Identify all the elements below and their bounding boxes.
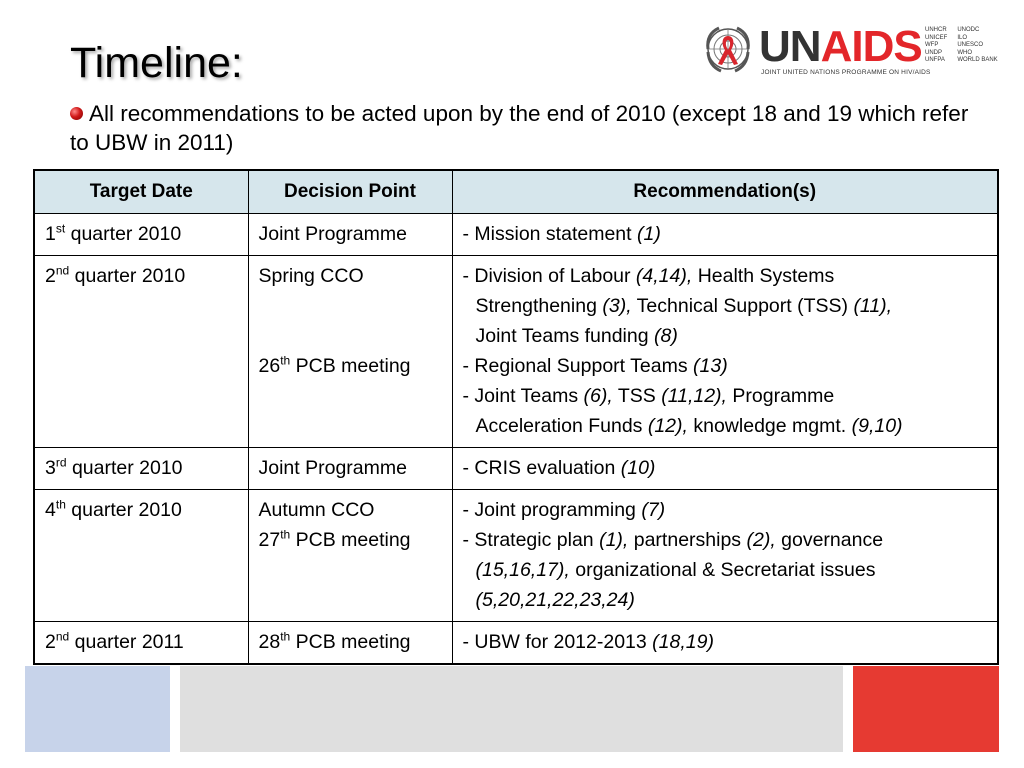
target-date-cell: 1st quarter 2010 <box>34 214 248 256</box>
unaids-logo <box>703 22 1003 82</box>
target-date-cell: 4th quarter 2010 <box>34 490 248 622</box>
logo-wordmark: UNAIDS <box>759 22 922 71</box>
decision-point-cell: 28th PCB meeting <box>248 622 452 665</box>
footer-bar-blue <box>25 666 170 752</box>
table-row <box>34 448 998 490</box>
un-emblem-icon <box>703 24 753 74</box>
table-row <box>34 214 998 256</box>
table-row <box>34 622 998 665</box>
recommendation-cell: - Division of Labour (4,14), Health Systems Strengthening (3), Technical Support (TSS) (11), Joint Teams funding (8) - Regional Support Teams (13) - Joint Teams (6), TSS (11,12), Programme Acceleration Funds (12), knowledge mgmt. (9,10) <box>452 256 998 448</box>
logo-agencies: UNHCR UNICEF WFP UNDP UNFPA UNODC ILO UNESCO WHO WORLD BANK <box>925 27 998 64</box>
bullet-point <box>70 99 970 157</box>
decision-point-cell: Spring CCO 26th PCB meeting <box>248 256 452 448</box>
header-recommendations: Recommendation(s) <box>452 170 998 214</box>
target-date-cell: 2nd quarter 2011 <box>34 622 248 665</box>
footer-bar-gray <box>180 666 843 752</box>
logo-subtitle: JOINT UNITED NATIONS PROGRAMME ON HIV/AIDS <box>761 69 931 76</box>
target-date-cell: 2nd quarter 2010 <box>34 256 248 448</box>
recommendation-cell: - CRIS evaluation (10) <box>452 448 998 490</box>
decision-point-cell: Joint Programme <box>248 448 452 490</box>
target-date-cell: 3rd quarter 2010 <box>34 448 248 490</box>
table-header-row <box>34 170 998 214</box>
decision-point-cell: Joint Programme <box>248 214 452 256</box>
footer-bar-red <box>853 666 999 752</box>
header-target-date: Target Date <box>34 170 248 214</box>
bullet-text: All recommendations to be acted upon by the end of 2010 (except 18 and 19 which refer to UBW in 2011) <box>70 101 969 155</box>
recommendation-cell: - Mission statement (1) <box>452 214 998 256</box>
header-decision-point: Decision Point <box>248 170 452 214</box>
recommendation-cell: - UBW for 2012-2013 (18,19) <box>452 622 998 665</box>
table-row <box>34 490 998 622</box>
table-row <box>34 256 998 448</box>
decision-point-cell: Autumn CCO 27th PCB meeting <box>248 490 452 622</box>
red-bullet-icon <box>70 107 83 120</box>
recommendation-cell: - Joint programming (7) - Strategic plan (1), partnerships (2), governance (15,16,17), organizational & Secretariat issues (5,20,21,22,23,24) <box>452 490 998 622</box>
timeline-table <box>33 169 999 665</box>
slide-title: Timeline: <box>70 39 243 87</box>
